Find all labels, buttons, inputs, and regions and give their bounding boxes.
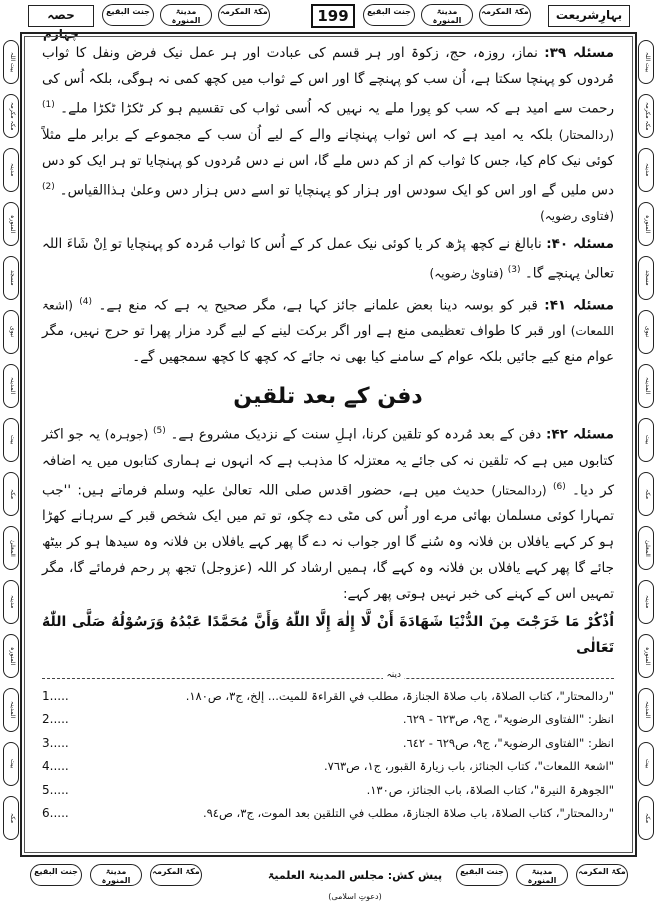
- side-ornament-pill: مکہ: [3, 796, 19, 840]
- footnote-ref: (3): [507, 265, 521, 275]
- side-ornament-pill: بیت: [638, 418, 654, 462]
- side-ornament-pill: المنورہ: [638, 634, 654, 678]
- side-ornament-pill: مدینہ: [638, 580, 654, 624]
- masala-40: [42, 231, 614, 287]
- footnote-ref: (1): [42, 100, 55, 110]
- header-tab-6: مکۃ المکرمہ: [479, 4, 531, 26]
- side-ornament-pill: المعلیٰ: [638, 526, 654, 570]
- side-ornament-pill: مکہ: [638, 472, 654, 516]
- side-ornament-pill: مسجد: [638, 256, 654, 300]
- masala-42: [42, 418, 614, 607]
- footnote-divider: [42, 670, 614, 680]
- footnote-number: 4.....: [42, 759, 69, 774]
- masala-label: مسئلہ ۳۹:: [544, 45, 614, 61]
- side-ornament-pill: مکہ: [638, 796, 654, 840]
- book-title: بہارِشریعت: [548, 5, 630, 27]
- footnote-ref: (4): [79, 296, 93, 307]
- side-ornament-pill: المنورہ: [3, 202, 19, 246]
- side-ornament-pill: مدینہ: [3, 580, 19, 624]
- footnote-number: 6.....: [42, 806, 69, 821]
- side-ornament-pill: بیت اللہ: [3, 40, 19, 84]
- side-ornament-pill: بیت: [3, 742, 19, 786]
- header-bar: [0, 0, 657, 41]
- masala-text-continued: اور قبر کا طواف تعظیمی منع ہے اور اگر برکت لینے کے لیے گرد مزار پھرا تو حرج نہیں، مگر عوام منع کیے جائیں بلکہ عوام کے سامنے کیا بھی نہ جائے کہ کچھ کا کچھ سمجھیں گے۔: [42, 323, 614, 365]
- footnote-item: [42, 778, 614, 802]
- header-tab-4: جنت البقیع: [363, 4, 415, 26]
- masala-label: مسئلہ ۴۰:: [546, 236, 614, 252]
- masala-label: مسئلہ ۴۲:: [546, 426, 614, 443]
- header-tab-1: جنت البقیع: [102, 4, 154, 26]
- masala-41: [42, 289, 614, 371]
- side-ornament-pill: مدینہ: [3, 148, 19, 192]
- citation: (ردالمحتار): [491, 483, 547, 497]
- citation: (جوہرہ): [104, 427, 149, 442]
- masala-text: دفن کے بعد مُردہ کو تلقین کرنا، اہلِ سنت کے نزدیک مشروع ہے۔: [170, 426, 542, 443]
- arabic-talqeen: اُذْكُرْ مَا خَرَجْتَ مِنَ الدُّنْيَا شَهَادَةَ أَنْ لَّا إِلٰهَ إِلَّا اللّٰهُ وَأَنَّ مُحَمَّدًا عَبْدُهُ وَرَسُوْلُهُ صَلَّى اللّٰهُ تَعَالٰى: [42, 614, 614, 656]
- masala-text-continued: یہ جو اکثر کتابوں میں ہے کہ تلقین نہ کی جائے یہ معتزلہ کا مذہب ہے کہ انہوں نے ہماری کتابوں میں یہ اضافہ کر دیا۔: [42, 426, 615, 498]
- footer-tab-1: جنت البقیع: [30, 864, 82, 886]
- footnote-text: "ردالمحتار"، کتاب الصلاۃ، باب صلاۃ الجنازۃ، مطلب في التلقین بعد الموت، ج٣، ص٩٤.: [202, 806, 614, 821]
- side-ornament-pill: مکہ: [3, 472, 19, 516]
- footer-tab-5: مدینۃ المنورہ: [516, 864, 568, 886]
- footnote-text: انظر: "الفتاوی الرضویۃ"، ج٩، ص٦٢٩ - ٦٤٢.: [402, 735, 614, 750]
- footer-tab-6: مکۃ المکرمہ: [576, 864, 628, 886]
- hadith-text: حدیث میں ہے، حضور اقدس صلی اللہ تعالیٰ علیہ وسلم فرماتے ہیں: ''جب تمہارا کوئی مسلمان بھائی مرے اور اُس کی مٹی دے چکو، تو تم میں ایک شخص قبر کے سرہانے کھڑا ہو کر کہے یافلاں بن فلانہ وہ سُنے گا اور جواب نہ دے گا پھر کہے یافلاں بن فلانہ وہ سیدھا ہو کر بیٹھ جائے گا پھر کہے یافلاں بن فلانہ وہ کہے گا، ہمیں ارشاد کر اللہ (عزوجل) تجھ پر رحم فرمائے گا، مگر تمہیں اس کے کہنے کی خبر نہیں ہوتی پھر کہے:: [42, 482, 614, 602]
- footnote-text: "الجوھرۃ النیرۃ"، کتاب الصلاۃ، باب الجنائز، ص١٣٠.: [366, 782, 614, 797]
- masala-39: [42, 40, 614, 229]
- footnotes: [42, 684, 614, 825]
- footnote-text: "اشعۃ اللمعات"، کتاب الجنائز، باب زیارۃ القبور، ج١، ص٧٦٣.: [323, 759, 614, 774]
- side-ornament-pill: نبوی: [3, 310, 19, 354]
- publisher: [260, 866, 450, 901]
- footer-tab-4: جنت البقیع: [456, 864, 508, 886]
- masala-text: نماز، روزہ، حج، زکوۃ اور ہر قسم کی عبادت اور ہر عمل نیک فرض ونفل کا ثواب مُردوں کو پہنچا سکتا ہے، اُن سب کو پہنچے گا اور اس کے ثواب میں کچھ کمی نہ ہوگی، بلکہ اُس کی رحمت سے امید ہے کہ سب کو پورا ملے یہ نہیں کہ اُسی ثواب کی تقسیم ہو کر ٹکڑا ٹکڑا ملے۔: [42, 45, 614, 117]
- section-heading: دفن کے بعد تلقین: [233, 384, 423, 409]
- citation: (اشعۃ اللمعات): [42, 298, 615, 338]
- side-ornament-pill: بیت: [3, 418, 19, 462]
- side-ornament-pill: مکہ مکرمہ: [638, 94, 654, 138]
- side-ornament-pill: المنورہ: [3, 634, 19, 678]
- footnote-number: 2.....: [42, 712, 69, 727]
- footer-tab-2: مدینۃ المنورہ: [90, 864, 142, 886]
- footnote-item: [42, 708, 614, 732]
- citation: (فتاوی رضویہ): [540, 209, 614, 223]
- masala-text: نابالغ نے کچھ پڑھ کر یا کوئی نیک عمل کر کے اُس کا ثواب مُردہ کو پہنچایا تو اِنْ شَاءَ اللہ تعالیٰ پہنچے گا۔: [42, 236, 614, 282]
- citation: (فتاویٰ رضویہ): [429, 266, 504, 281]
- header-tab-2: مدینۃ المنورہ: [160, 4, 212, 26]
- footnote-text: انظر: "الفتاوی الرضویۃ"، ج٩، ص٦٢٣ - ٦٢٩.: [402, 712, 614, 727]
- page-number: 199: [311, 4, 355, 28]
- footnote-item: [42, 731, 614, 755]
- masala-label: مسئلہ ۴۱:: [544, 297, 614, 313]
- main-text: [42, 40, 614, 663]
- side-ornament-pill: المدینہ: [638, 364, 654, 408]
- side-ornament-pill: مسجد: [3, 256, 19, 300]
- publisher-name: پیش کش: مجلس المدینۃ العلمیۃ: [267, 869, 443, 882]
- side-ornament-pill: المدینہ: [638, 688, 654, 732]
- side-ornament-pill: بیت: [638, 742, 654, 786]
- footnote-number: 5.....: [42, 782, 69, 797]
- footnote-ref: (6): [552, 481, 566, 492]
- header-tab-3: مکۃ المکرمہ: [218, 4, 270, 26]
- footnote-item: [42, 802, 614, 826]
- side-ornament-pill: المعلیٰ: [3, 526, 19, 570]
- side-ornament-pill: المنورہ: [638, 202, 654, 246]
- footnote-text: "ردالمحتار"، کتاب الصلاۃ، باب صلاۃ الجنازۃ، مطلب في القراءۃ للمیت... إلخ، ج٣، ص١٨٠.: [185, 688, 614, 703]
- footnote-number: 1.....: [42, 688, 69, 703]
- side-ornament-pill: مکہ مکرمہ: [3, 94, 19, 138]
- footnote-item: [42, 684, 614, 708]
- side-ornament-pill: المدینہ: [3, 688, 19, 732]
- footer-bar: [0, 860, 657, 901]
- side-ornament-pill: مدینہ: [638, 148, 654, 192]
- masala-text-continued: بلکہ یہ امید ہے کہ اس ثواب پہنچانے والے کے لیے اُن سب کے مجموعے کے برابر ملے مثلاً کوئی نیک کام کیا، جس کا ثواب کم از کم دس ملے گا، اس نے دس مُردوں کو پہنچایا تو ہر ایک کو دس دس ملیں گے اور اس کو ایک سودس اور ہزار کو پہنچایا تو اسے دس ہزار دس وعلیٰ ہذاالقیاس۔: [42, 126, 615, 198]
- part-label: حصہ چہارم: [28, 5, 94, 27]
- publisher-note: (دعوتِ اسلامی): [328, 892, 382, 901]
- header-tab-5: مدینۃ المنورہ: [421, 4, 473, 26]
- side-ornament-pill: المدینہ: [3, 364, 19, 408]
- footer-tab-3: مکۃ المکرمہ: [150, 864, 202, 886]
- footnote-number: 3.....: [42, 735, 69, 750]
- masala-text: قبر کو بوسہ دینا بعض علمانے جائز کہا ہے، مگر صحیح یہ ہے کہ منع ہے۔: [98, 297, 538, 313]
- side-ornament-pill: بیت اللہ: [638, 40, 654, 84]
- footnote-ref: (5): [153, 426, 166, 436]
- footnote-ref: (2): [42, 181, 55, 192]
- side-ornament-pill: نبوی: [638, 310, 654, 354]
- citation: (ردالمحتار): [558, 127, 614, 142]
- footnote-marker: دینہ: [383, 670, 404, 680]
- footnote-item: [42, 755, 614, 779]
